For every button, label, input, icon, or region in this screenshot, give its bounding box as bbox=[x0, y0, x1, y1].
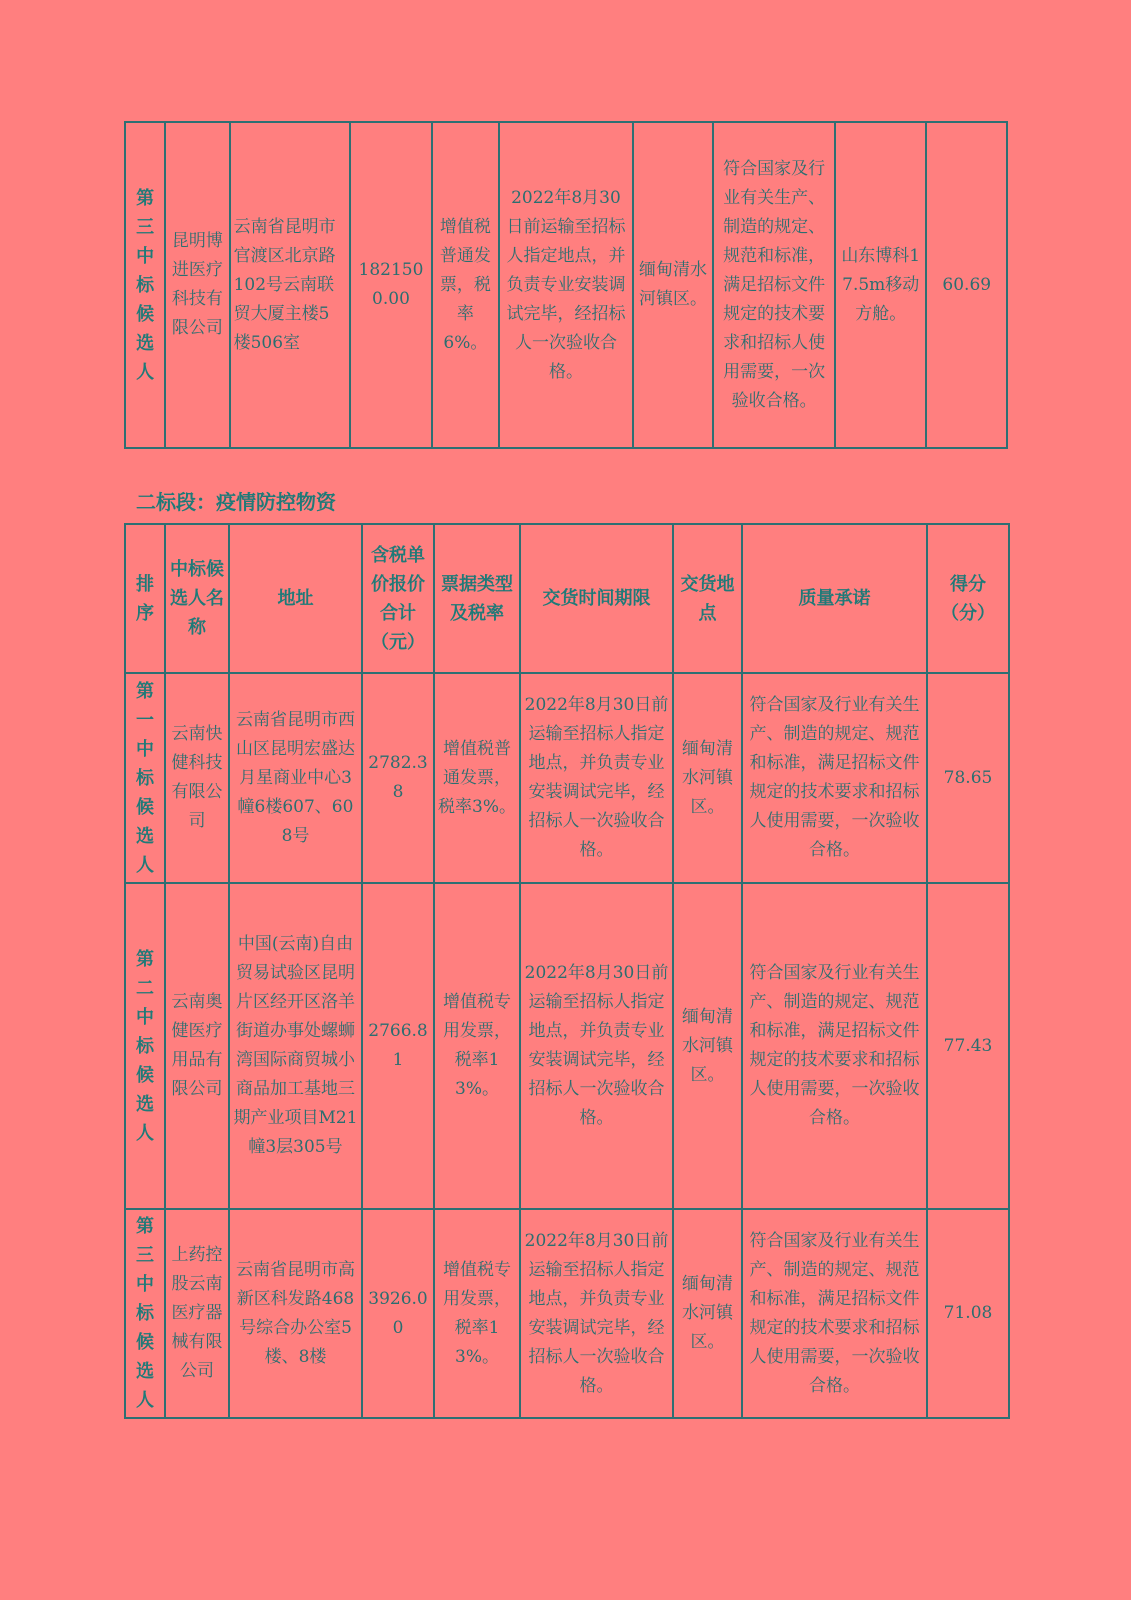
quality-cell: 符合国家及行业有关生产、制造的规定、规范和标准，满足招标文件规定的技术要求和招标人使用需要，一次验收合格。 bbox=[742, 1209, 927, 1418]
header-price: 含税单价报价合计（元） bbox=[362, 524, 434, 673]
price-cell: 2766.81 bbox=[362, 883, 434, 1209]
rank-cell: 第三中标候选人 bbox=[125, 122, 165, 448]
address-cell: 云南省昆明市高新区科发路468号综合办公室5楼、8楼 bbox=[229, 1209, 362, 1418]
invoice-cell: 增值税普通发票，税率6%。 bbox=[432, 122, 499, 448]
company-name-cell: 云南快健科技有限公司 bbox=[165, 673, 229, 883]
quality-cell: 符合国家及行业有关生产、制造的规定、规范和标准，满足招标文件规定的技术要求和招标人使用需要，一次验收合格。 bbox=[742, 673, 927, 883]
company-name-cell: 云南奥健医疗用品有限公司 bbox=[165, 883, 229, 1209]
score-cell: 60.69 bbox=[926, 122, 1007, 448]
table-row bbox=[125, 673, 1009, 883]
invoice-cell: 增值税普通发票，税率3%。 bbox=[434, 673, 520, 883]
header-invoice: 票据类型及税率 bbox=[434, 524, 520, 673]
table-row bbox=[125, 883, 1009, 1209]
header-quality: 质量承诺 bbox=[742, 524, 927, 673]
company-name-cell: 上药控股云南医疗器械有限公司 bbox=[165, 1209, 229, 1418]
rank-cell: 第三中标候选人 bbox=[125, 1209, 165, 1418]
rank-cell: 第二中标候选人 bbox=[125, 883, 165, 1209]
address-cell: 云南省昆明市西山区昆明宏盛达月星商业中心3幢6楼607、608号 bbox=[229, 673, 362, 883]
price-cell: 3926.00 bbox=[362, 1209, 434, 1418]
company-name-cell: 昆明博进医疗科技有限公司 bbox=[165, 122, 229, 448]
product-cell: 山东博科17.5m移动方舱。 bbox=[835, 122, 927, 448]
delivery-place-cell: 缅甸清水河镇区。 bbox=[633, 122, 713, 448]
delivery-time-cell: 2022年8月30日前运输至招标人指定地点，并负责专业安装调试完毕，经招标人一次验收合格。 bbox=[520, 673, 673, 883]
header-address: 地址 bbox=[229, 524, 362, 673]
invoice-cell: 增值税专用发票，税率13%。 bbox=[434, 883, 520, 1209]
price-cell: 2782.38 bbox=[362, 673, 434, 883]
header-delivery-time: 交货时间期限 bbox=[520, 524, 673, 673]
address-cell: 云南省昆明市官渡区北京路102号云南联贸大厦主楼5楼506室 bbox=[230, 122, 351, 448]
address-cell: 中国(云南)自由贸易试验区昆明片区经开区洛羊街道办事处螺蛳湾国际商贸城小商品加工基地三期产业项目M21幢3层305号 bbox=[229, 883, 362, 1209]
delivery-time-cell: 2022年8月30日前运输至招标人指定地点，并负责专业安装调试完毕，经招标人一次验收合格。 bbox=[499, 122, 633, 448]
header-delivery-place: 交货地点 bbox=[673, 524, 742, 673]
lot1-continuation-table bbox=[124, 121, 1008, 449]
table-row bbox=[125, 1209, 1009, 1418]
delivery-time-cell: 2022年8月30日前运输至招标人指定地点，并负责专业安装调试完毕，经招标人一次验收合格。 bbox=[520, 883, 673, 1209]
delivery-place-cell: 缅甸清水河镇区。 bbox=[673, 883, 742, 1209]
lot2-table bbox=[124, 523, 1010, 1419]
score-cell: 78.65 bbox=[927, 673, 1009, 883]
header-score: 得分（分） bbox=[927, 524, 1009, 673]
delivery-place-cell: 缅甸清水河镇区。 bbox=[673, 1209, 742, 1418]
quality-cell: 符合国家及行业有关生产、制造的规定、规范和标准，满足招标文件规定的技术要求和招标人使用需要，一次验收合格。 bbox=[713, 122, 835, 448]
score-cell: 71.08 bbox=[927, 1209, 1009, 1418]
header-row bbox=[125, 524, 1009, 673]
score-cell: 77.43 bbox=[927, 883, 1009, 1209]
table-row bbox=[125, 122, 1007, 448]
quality-cell: 符合国家及行业有关生产、制造的规定、规范和标准，满足招标文件规定的技术要求和招标人使用需要，一次验收合格。 bbox=[742, 883, 927, 1209]
section-title: 二标段：疫情防控物资 bbox=[136, 490, 336, 514]
header-rank: 排序 bbox=[125, 524, 165, 673]
rank-cell: 第一中标候选人 bbox=[125, 673, 165, 883]
delivery-place-cell: 缅甸清水河镇区。 bbox=[673, 673, 742, 883]
header-name: 中标候选人名称 bbox=[165, 524, 229, 673]
price-cell: 1821500.00 bbox=[350, 122, 431, 448]
delivery-time-cell: 2022年8月30日前运输至招标人指定地点，并负责专业安装调试完毕，经招标人一次验收合格。 bbox=[520, 1209, 673, 1418]
invoice-cell: 增值税专用发票，税率13%。 bbox=[434, 1209, 520, 1418]
